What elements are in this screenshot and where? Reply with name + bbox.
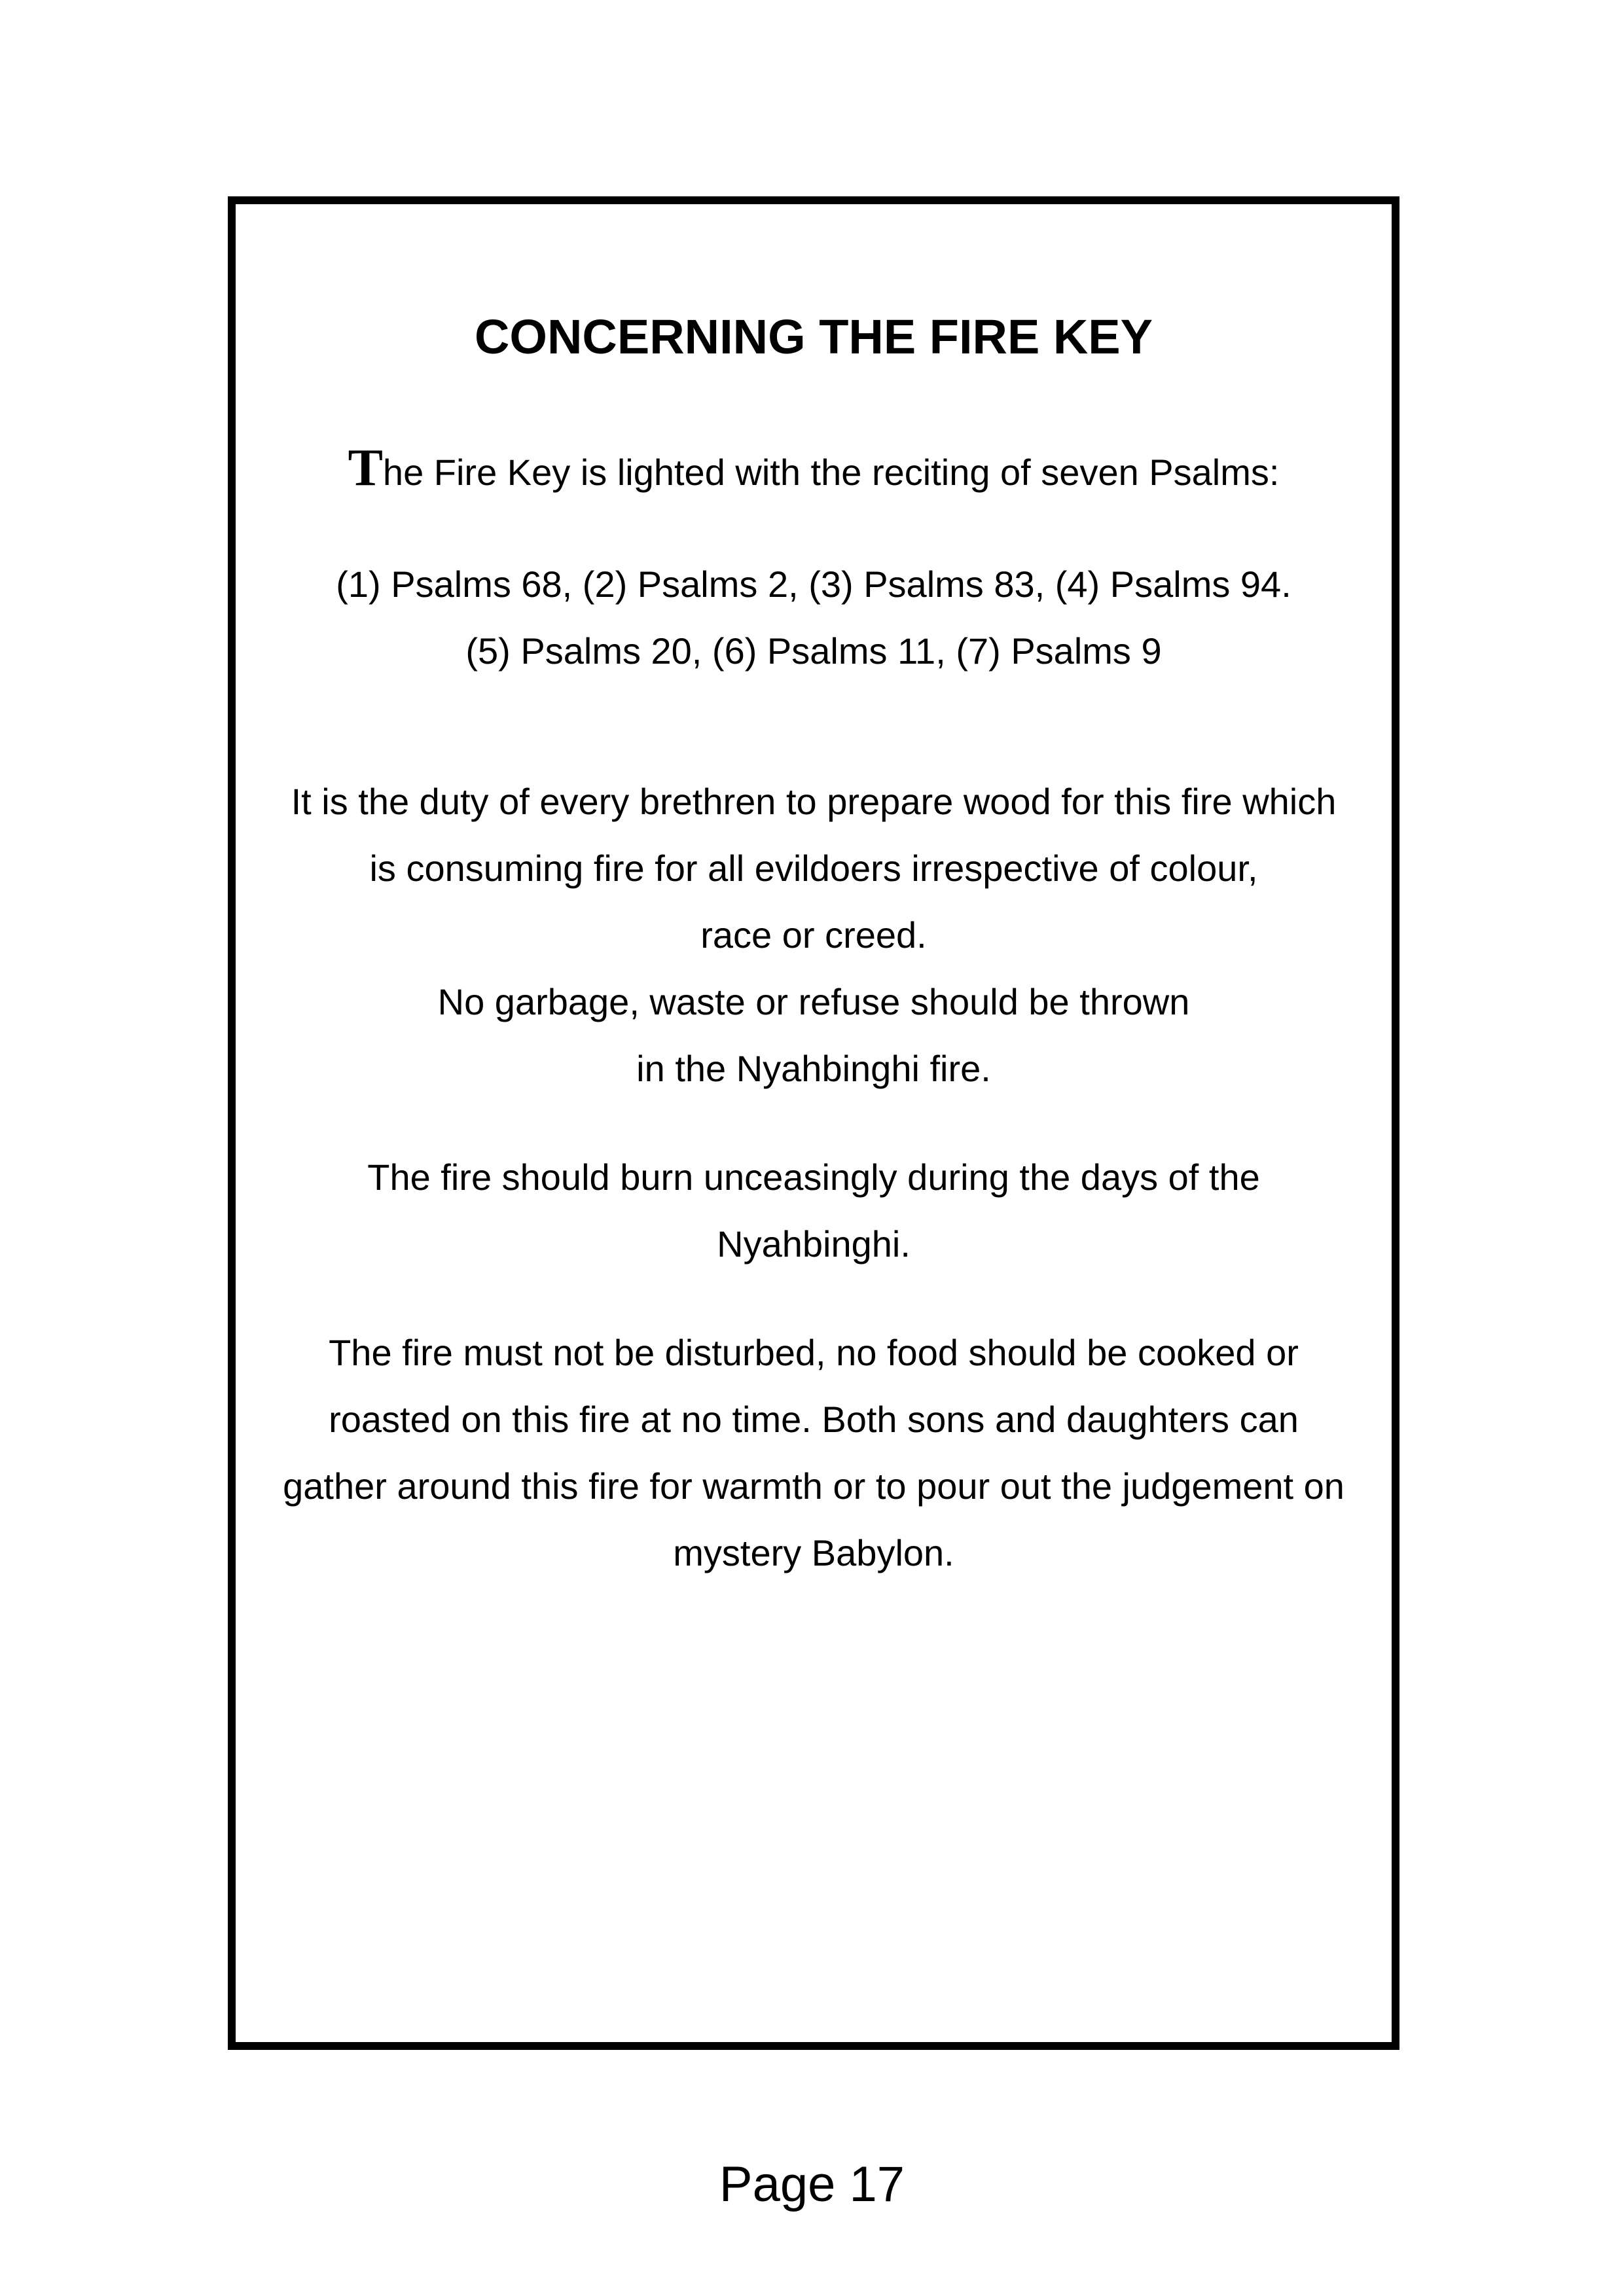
- disturb-paragraph: [236, 1319, 1392, 1587]
- burn-paragraph: [236, 1144, 1392, 1278]
- intro-paragraph: [236, 435, 1392, 506]
- psalms-line: (5) Psalms 20, (6) Psalms 11, (7) Psalms 9: [465, 630, 1162, 672]
- text-line: roasted on this fire at no time. Both sons and daughters can: [329, 1399, 1299, 1440]
- psalms-line: (1) Psalms 68, (2) Psalms 2, (3) Psalms 83, (4) Psalms 94.: [336, 564, 1291, 605]
- text-line: gather around this fire for warmth or to pour out the judgement on: [283, 1465, 1344, 1507]
- text-line: mystery Babylon.: [673, 1532, 954, 1573]
- text-line: No garbage, waste or refuse should be thrown: [437, 981, 1190, 1022]
- text-line: Nyahbinghi.: [717, 1223, 911, 1265]
- text-line: in the Nyahbinghi fire.: [636, 1048, 991, 1089]
- text-line: The fire should burn unceasingly during the days of the: [367, 1157, 1260, 1198]
- text-line: is consuming fire for all evildoers irrespective of colour,: [369, 848, 1258, 889]
- page-border-frame: [228, 196, 1399, 2050]
- psalms-list: [236, 551, 1392, 685]
- page-title: CONCERNING THE FIRE KEY: [474, 310, 1153, 364]
- drop-cap: T: [348, 439, 383, 497]
- page-number: Page 17: [719, 2157, 905, 2212]
- duty-paragraph: [236, 768, 1392, 1102]
- intro-text: he Fire Key is lighted with the reciting of seven Psalms:: [382, 452, 1280, 493]
- text-line: The fire must not be disturbed, no food should be cooked or: [329, 1332, 1299, 1373]
- text-line: race or creed.: [700, 914, 927, 956]
- text-line: It is the duty of every brethren to prepare wood for this fire which: [291, 781, 1337, 822]
